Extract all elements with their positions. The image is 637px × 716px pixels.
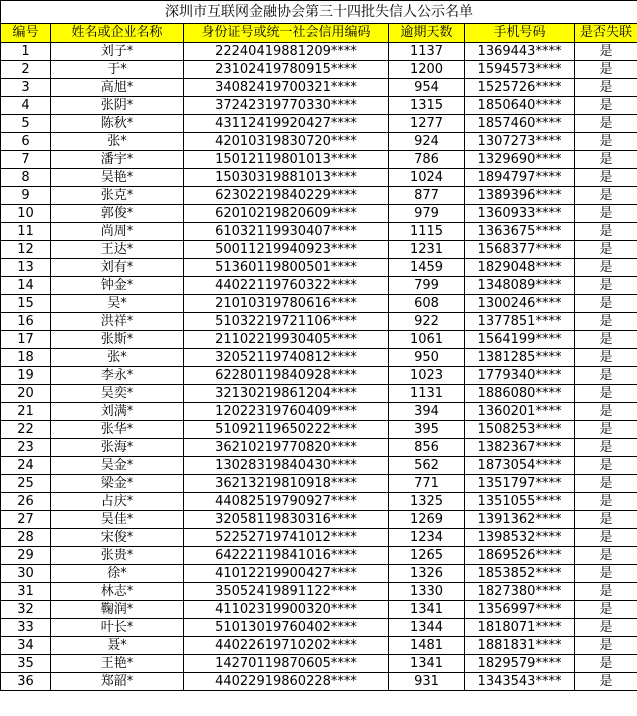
cell-lost-contact: 是 <box>575 655 637 673</box>
cell-name: 徐* <box>51 565 184 583</box>
cell-index: 25 <box>1 475 51 493</box>
cell-lost-contact: 是 <box>575 43 637 61</box>
cell-name: 张贵* <box>51 547 184 565</box>
cell-name: 郭俊* <box>51 205 184 223</box>
cell-overdue-days: 931 <box>389 673 465 691</box>
cell-lost-contact: 是 <box>575 421 637 439</box>
cell-name: 张海* <box>51 439 184 457</box>
cell-index: 4 <box>1 97 51 115</box>
table-row <box>1 331 637 349</box>
cell-id-number: 51032219721106**** <box>184 313 389 331</box>
cell-id-number: 51092119650222**** <box>184 421 389 439</box>
cell-index: 26 <box>1 493 51 511</box>
cell-name: 陈秋* <box>51 115 184 133</box>
cell-index: 3 <box>1 79 51 97</box>
cell-overdue-days: 1024 <box>389 169 465 187</box>
cell-index: 8 <box>1 169 51 187</box>
cell-lost-contact: 是 <box>575 169 637 187</box>
cell-lost-contact: 是 <box>575 295 637 313</box>
cell-overdue-days: 979 <box>389 205 465 223</box>
cell-phone: 1307273**** <box>465 133 575 151</box>
cell-overdue-days: 1325 <box>389 493 465 511</box>
cell-lost-contact: 是 <box>575 241 637 259</box>
cell-overdue-days: 394 <box>389 403 465 421</box>
cell-id-number: 32130219861204**** <box>184 385 389 403</box>
cell-index: 18 <box>1 349 51 367</box>
cell-overdue-days: 395 <box>389 421 465 439</box>
cell-index: 21 <box>1 403 51 421</box>
cell-id-number: 62280119840928**** <box>184 367 389 385</box>
table-row <box>1 565 637 583</box>
cell-id-number: 51013019760402**** <box>184 619 389 637</box>
cell-phone: 1348089**** <box>465 277 575 295</box>
cell-id-number: 61032119930407**** <box>184 223 389 241</box>
cell-name: 李永* <box>51 367 184 385</box>
table-row <box>1 493 637 511</box>
cell-id-number: 35052419891122**** <box>184 583 389 601</box>
cell-phone: 1382367**** <box>465 439 575 457</box>
cell-lost-contact: 是 <box>575 475 637 493</box>
table-row <box>1 421 637 439</box>
cell-phone: 1329690**** <box>465 151 575 169</box>
cell-lost-contact: 是 <box>575 601 637 619</box>
cell-lost-contact: 是 <box>575 259 637 277</box>
cell-overdue-days: 924 <box>389 133 465 151</box>
cell-index: 9 <box>1 187 51 205</box>
cell-phone: 1369443**** <box>465 43 575 61</box>
cell-index: 5 <box>1 115 51 133</box>
cell-phone: 1343543**** <box>465 673 575 691</box>
table-row <box>1 313 637 331</box>
table-row <box>1 475 637 493</box>
cell-phone: 1398532**** <box>465 529 575 547</box>
cell-overdue-days: 1330 <box>389 583 465 601</box>
cell-lost-contact: 是 <box>575 331 637 349</box>
table-row <box>1 295 637 313</box>
cell-index: 2 <box>1 61 51 79</box>
cell-phone: 1568377**** <box>465 241 575 259</box>
header-index: 编号 <box>1 24 51 43</box>
cell-index: 13 <box>1 259 51 277</box>
header-name: 姓名或企业名称 <box>51 24 184 43</box>
table-row <box>1 169 637 187</box>
cell-name: 张华* <box>51 421 184 439</box>
cell-index: 27 <box>1 511 51 529</box>
table-row <box>1 187 637 205</box>
cell-lost-contact: 是 <box>575 151 637 169</box>
cell-overdue-days: 1115 <box>389 223 465 241</box>
cell-overdue-days: 950 <box>389 349 465 367</box>
cell-id-number: 37242319770330**** <box>184 97 389 115</box>
cell-phone: 1853852**** <box>465 565 575 583</box>
table-row <box>1 655 637 673</box>
cell-overdue-days: 954 <box>389 79 465 97</box>
cell-overdue-days: 1344 <box>389 619 465 637</box>
cell-phone: 1857460**** <box>465 115 575 133</box>
header-phone: 手机号码 <box>465 24 575 43</box>
cell-lost-contact: 是 <box>575 61 637 79</box>
cell-name: 王达* <box>51 241 184 259</box>
cell-id-number: 21010319780616**** <box>184 295 389 313</box>
table-row <box>1 151 637 169</box>
table-row <box>1 259 637 277</box>
cell-name: 刘有* <box>51 259 184 277</box>
cell-overdue-days: 1234 <box>389 529 465 547</box>
table-row <box>1 61 637 79</box>
cell-index: 16 <box>1 313 51 331</box>
cell-name: 鞠润* <box>51 601 184 619</box>
cell-index: 22 <box>1 421 51 439</box>
table-body <box>1 43 637 691</box>
cell-lost-contact: 是 <box>575 403 637 421</box>
table-row <box>1 457 637 475</box>
cell-id-number: 34082419700321**** <box>184 79 389 97</box>
cell-phone: 1508253**** <box>465 421 575 439</box>
table-row <box>1 115 637 133</box>
table-row <box>1 529 637 547</box>
cell-name: 张斯* <box>51 331 184 349</box>
cell-lost-contact: 是 <box>575 79 637 97</box>
cell-index: 17 <box>1 331 51 349</box>
table-row <box>1 277 637 295</box>
table-row <box>1 619 637 637</box>
cell-index: 12 <box>1 241 51 259</box>
sheet-title: 深圳市互联网金融协会第三十四批失信人公示名单 <box>1 1 637 24</box>
cell-id-number: 41102319900320**** <box>184 601 389 619</box>
table-row <box>1 43 637 61</box>
cell-name: 尚周* <box>51 223 184 241</box>
table-row <box>1 583 637 601</box>
cell-phone: 1389396**** <box>465 187 575 205</box>
table-row <box>1 241 637 259</box>
cell-lost-contact: 是 <box>575 547 637 565</box>
cell-name: 刘子* <box>51 43 184 61</box>
cell-index: 31 <box>1 583 51 601</box>
cell-id-number: 44022619710202**** <box>184 637 389 655</box>
cell-id-number: 50011219940923**** <box>184 241 389 259</box>
cell-overdue-days: 786 <box>389 151 465 169</box>
header-row <box>1 24 637 43</box>
table-row <box>1 547 637 565</box>
cell-index: 1 <box>1 43 51 61</box>
header-id-number: 身份证号或统一社会信用编码 <box>184 24 389 43</box>
cell-phone: 1564199**** <box>465 331 575 349</box>
cell-overdue-days: 1265 <box>389 547 465 565</box>
cell-index: 34 <box>1 637 51 655</box>
cell-name: 吴奕* <box>51 385 184 403</box>
cell-lost-contact: 是 <box>575 313 637 331</box>
cell-lost-contact: 是 <box>575 439 637 457</box>
cell-overdue-days: 856 <box>389 439 465 457</box>
cell-id-number: 15030319881013**** <box>184 169 389 187</box>
cell-overdue-days: 1131 <box>389 385 465 403</box>
cell-name: 潘宇* <box>51 151 184 169</box>
cell-phone: 1377851**** <box>465 313 575 331</box>
cell-id-number: 44022919860228**** <box>184 673 389 691</box>
cell-id-number: 51360119800501**** <box>184 259 389 277</box>
cell-index: 28 <box>1 529 51 547</box>
cell-name: 叶长* <box>51 619 184 637</box>
cell-name: 林志* <box>51 583 184 601</box>
cell-id-number: 13028319840430**** <box>184 457 389 475</box>
cell-lost-contact: 是 <box>575 187 637 205</box>
cell-phone: 1391362**** <box>465 511 575 529</box>
cell-phone: 1827380**** <box>465 583 575 601</box>
cell-lost-contact: 是 <box>575 457 637 475</box>
cell-overdue-days: 799 <box>389 277 465 295</box>
cell-id-number: 44022119760322**** <box>184 277 389 295</box>
cell-lost-contact: 是 <box>575 565 637 583</box>
cell-name: 洪祥* <box>51 313 184 331</box>
cell-id-number: 21102219930405**** <box>184 331 389 349</box>
cell-id-number: 14270119870605**** <box>184 655 389 673</box>
header-overdue-days: 逾期天数 <box>389 24 465 43</box>
cell-phone: 1850640**** <box>465 97 575 115</box>
cell-name: 吴佳* <box>51 511 184 529</box>
cell-lost-contact: 是 <box>575 97 637 115</box>
cell-overdue-days: 562 <box>389 457 465 475</box>
cell-name: 张* <box>51 349 184 367</box>
cell-overdue-days: 608 <box>389 295 465 313</box>
cell-name: 王艳* <box>51 655 184 673</box>
cell-index: 29 <box>1 547 51 565</box>
cell-overdue-days: 1341 <box>389 655 465 673</box>
cell-lost-contact: 是 <box>575 385 637 403</box>
table-row <box>1 601 637 619</box>
cell-phone: 1360933**** <box>465 205 575 223</box>
cell-id-number: 42010319830720**** <box>184 133 389 151</box>
cell-index: 35 <box>1 655 51 673</box>
cell-lost-contact: 是 <box>575 367 637 385</box>
table-row <box>1 97 637 115</box>
cell-lost-contact: 是 <box>575 115 637 133</box>
cell-index: 24 <box>1 457 51 475</box>
cell-name: 张阴* <box>51 97 184 115</box>
table-row <box>1 349 637 367</box>
cell-id-number: 36213219810918**** <box>184 475 389 493</box>
cell-lost-contact: 是 <box>575 637 637 655</box>
cell-name: 吴艳* <box>51 169 184 187</box>
cell-overdue-days: 1137 <box>389 43 465 61</box>
cell-id-number: 36210219770820**** <box>184 439 389 457</box>
cell-name: 吴金* <box>51 457 184 475</box>
cell-phone: 1381285**** <box>465 349 575 367</box>
cell-overdue-days: 877 <box>389 187 465 205</box>
cell-phone: 1829579**** <box>465 655 575 673</box>
table-row <box>1 385 637 403</box>
cell-phone: 1363675**** <box>465 223 575 241</box>
table-row <box>1 79 637 97</box>
cell-name: 宋俊* <box>51 529 184 547</box>
cell-id-number: 23102419780915**** <box>184 61 389 79</box>
cell-overdue-days: 1481 <box>389 637 465 655</box>
cell-phone: 1886080**** <box>465 385 575 403</box>
table-row <box>1 403 637 421</box>
cell-lost-contact: 是 <box>575 349 637 367</box>
cell-lost-contact: 是 <box>575 223 637 241</box>
cell-overdue-days: 1023 <box>389 367 465 385</box>
cell-lost-contact: 是 <box>575 673 637 691</box>
cell-overdue-days: 1200 <box>389 61 465 79</box>
cell-index: 10 <box>1 205 51 223</box>
cell-id-number: 44082519790927**** <box>184 493 389 511</box>
cell-phone: 1351797**** <box>465 475 575 493</box>
cell-lost-contact: 是 <box>575 619 637 637</box>
cell-id-number: 32058119830316**** <box>184 511 389 529</box>
cell-overdue-days: 1459 <box>389 259 465 277</box>
cell-index: 20 <box>1 385 51 403</box>
cell-lost-contact: 是 <box>575 529 637 547</box>
cell-phone: 1594573**** <box>465 61 575 79</box>
cell-id-number: 43112419920427**** <box>184 115 389 133</box>
cell-phone: 1351055**** <box>465 493 575 511</box>
cell-overdue-days: 1315 <box>389 97 465 115</box>
cell-phone: 1356997**** <box>465 601 575 619</box>
cell-index: 32 <box>1 601 51 619</box>
cell-overdue-days: 1231 <box>389 241 465 259</box>
cell-phone: 1525726**** <box>465 79 575 97</box>
cell-phone: 1818071**** <box>465 619 575 637</box>
cell-index: 7 <box>1 151 51 169</box>
table-row <box>1 637 637 655</box>
cell-lost-contact: 是 <box>575 511 637 529</box>
table-row <box>1 223 637 241</box>
cell-index: 11 <box>1 223 51 241</box>
cell-id-number: 15012119801013**** <box>184 151 389 169</box>
cell-id-number: 62010219820609**** <box>184 205 389 223</box>
cell-phone: 1881831**** <box>465 637 575 655</box>
cell-phone: 1360201**** <box>465 403 575 421</box>
cell-index: 30 <box>1 565 51 583</box>
cell-name: 占庆* <box>51 493 184 511</box>
cell-phone: 1873054**** <box>465 457 575 475</box>
cell-id-number: 62302219840229**** <box>184 187 389 205</box>
cell-index: 15 <box>1 295 51 313</box>
cell-overdue-days: 1341 <box>389 601 465 619</box>
cell-phone: 1869526**** <box>465 547 575 565</box>
cell-name: 于* <box>51 61 184 79</box>
cell-index: 33 <box>1 619 51 637</box>
cell-index: 36 <box>1 673 51 691</box>
cell-name: 高旭* <box>51 79 184 97</box>
cell-lost-contact: 是 <box>575 133 637 151</box>
cell-id-number: 52252719741012**** <box>184 529 389 547</box>
cell-name: 张克* <box>51 187 184 205</box>
cell-index: 6 <box>1 133 51 151</box>
cell-phone: 1894797**** <box>465 169 575 187</box>
cell-overdue-days: 771 <box>389 475 465 493</box>
table-row <box>1 367 637 385</box>
cell-overdue-days: 1061 <box>389 331 465 349</box>
cell-id-number: 32052119740812**** <box>184 349 389 367</box>
table-row <box>1 439 637 457</box>
table-row <box>1 511 637 529</box>
cell-name: 郑韶* <box>51 673 184 691</box>
cell-name: 钟金* <box>51 277 184 295</box>
cell-phone: 1829048**** <box>465 259 575 277</box>
table-row <box>1 205 637 223</box>
cell-name: 张* <box>51 133 184 151</box>
cell-name: 吴* <box>51 295 184 313</box>
cell-id-number: 12022319760409**** <box>184 403 389 421</box>
cell-id-number: 41012219900427**** <box>184 565 389 583</box>
cell-index: 19 <box>1 367 51 385</box>
table-row <box>1 673 637 691</box>
cell-lost-contact: 是 <box>575 205 637 223</box>
cell-id-number: 22240419881209**** <box>184 43 389 61</box>
cell-overdue-days: 1269 <box>389 511 465 529</box>
cell-name: 梁金* <box>51 475 184 493</box>
cell-lost-contact: 是 <box>575 583 637 601</box>
cell-id-number: 64222119841016**** <box>184 547 389 565</box>
cell-name: 聂* <box>51 637 184 655</box>
cell-overdue-days: 922 <box>389 313 465 331</box>
cell-index: 23 <box>1 439 51 457</box>
cell-phone: 1779340**** <box>465 367 575 385</box>
table-row <box>1 133 637 151</box>
header-lost-contact: 是否失联 <box>575 24 637 43</box>
cell-overdue-days: 1277 <box>389 115 465 133</box>
cell-name: 刘满* <box>51 403 184 421</box>
cell-lost-contact: 是 <box>575 493 637 511</box>
cell-overdue-days: 1326 <box>389 565 465 583</box>
cell-phone: 1300246**** <box>465 295 575 313</box>
cell-lost-contact: 是 <box>575 277 637 295</box>
cell-index: 14 <box>1 277 51 295</box>
